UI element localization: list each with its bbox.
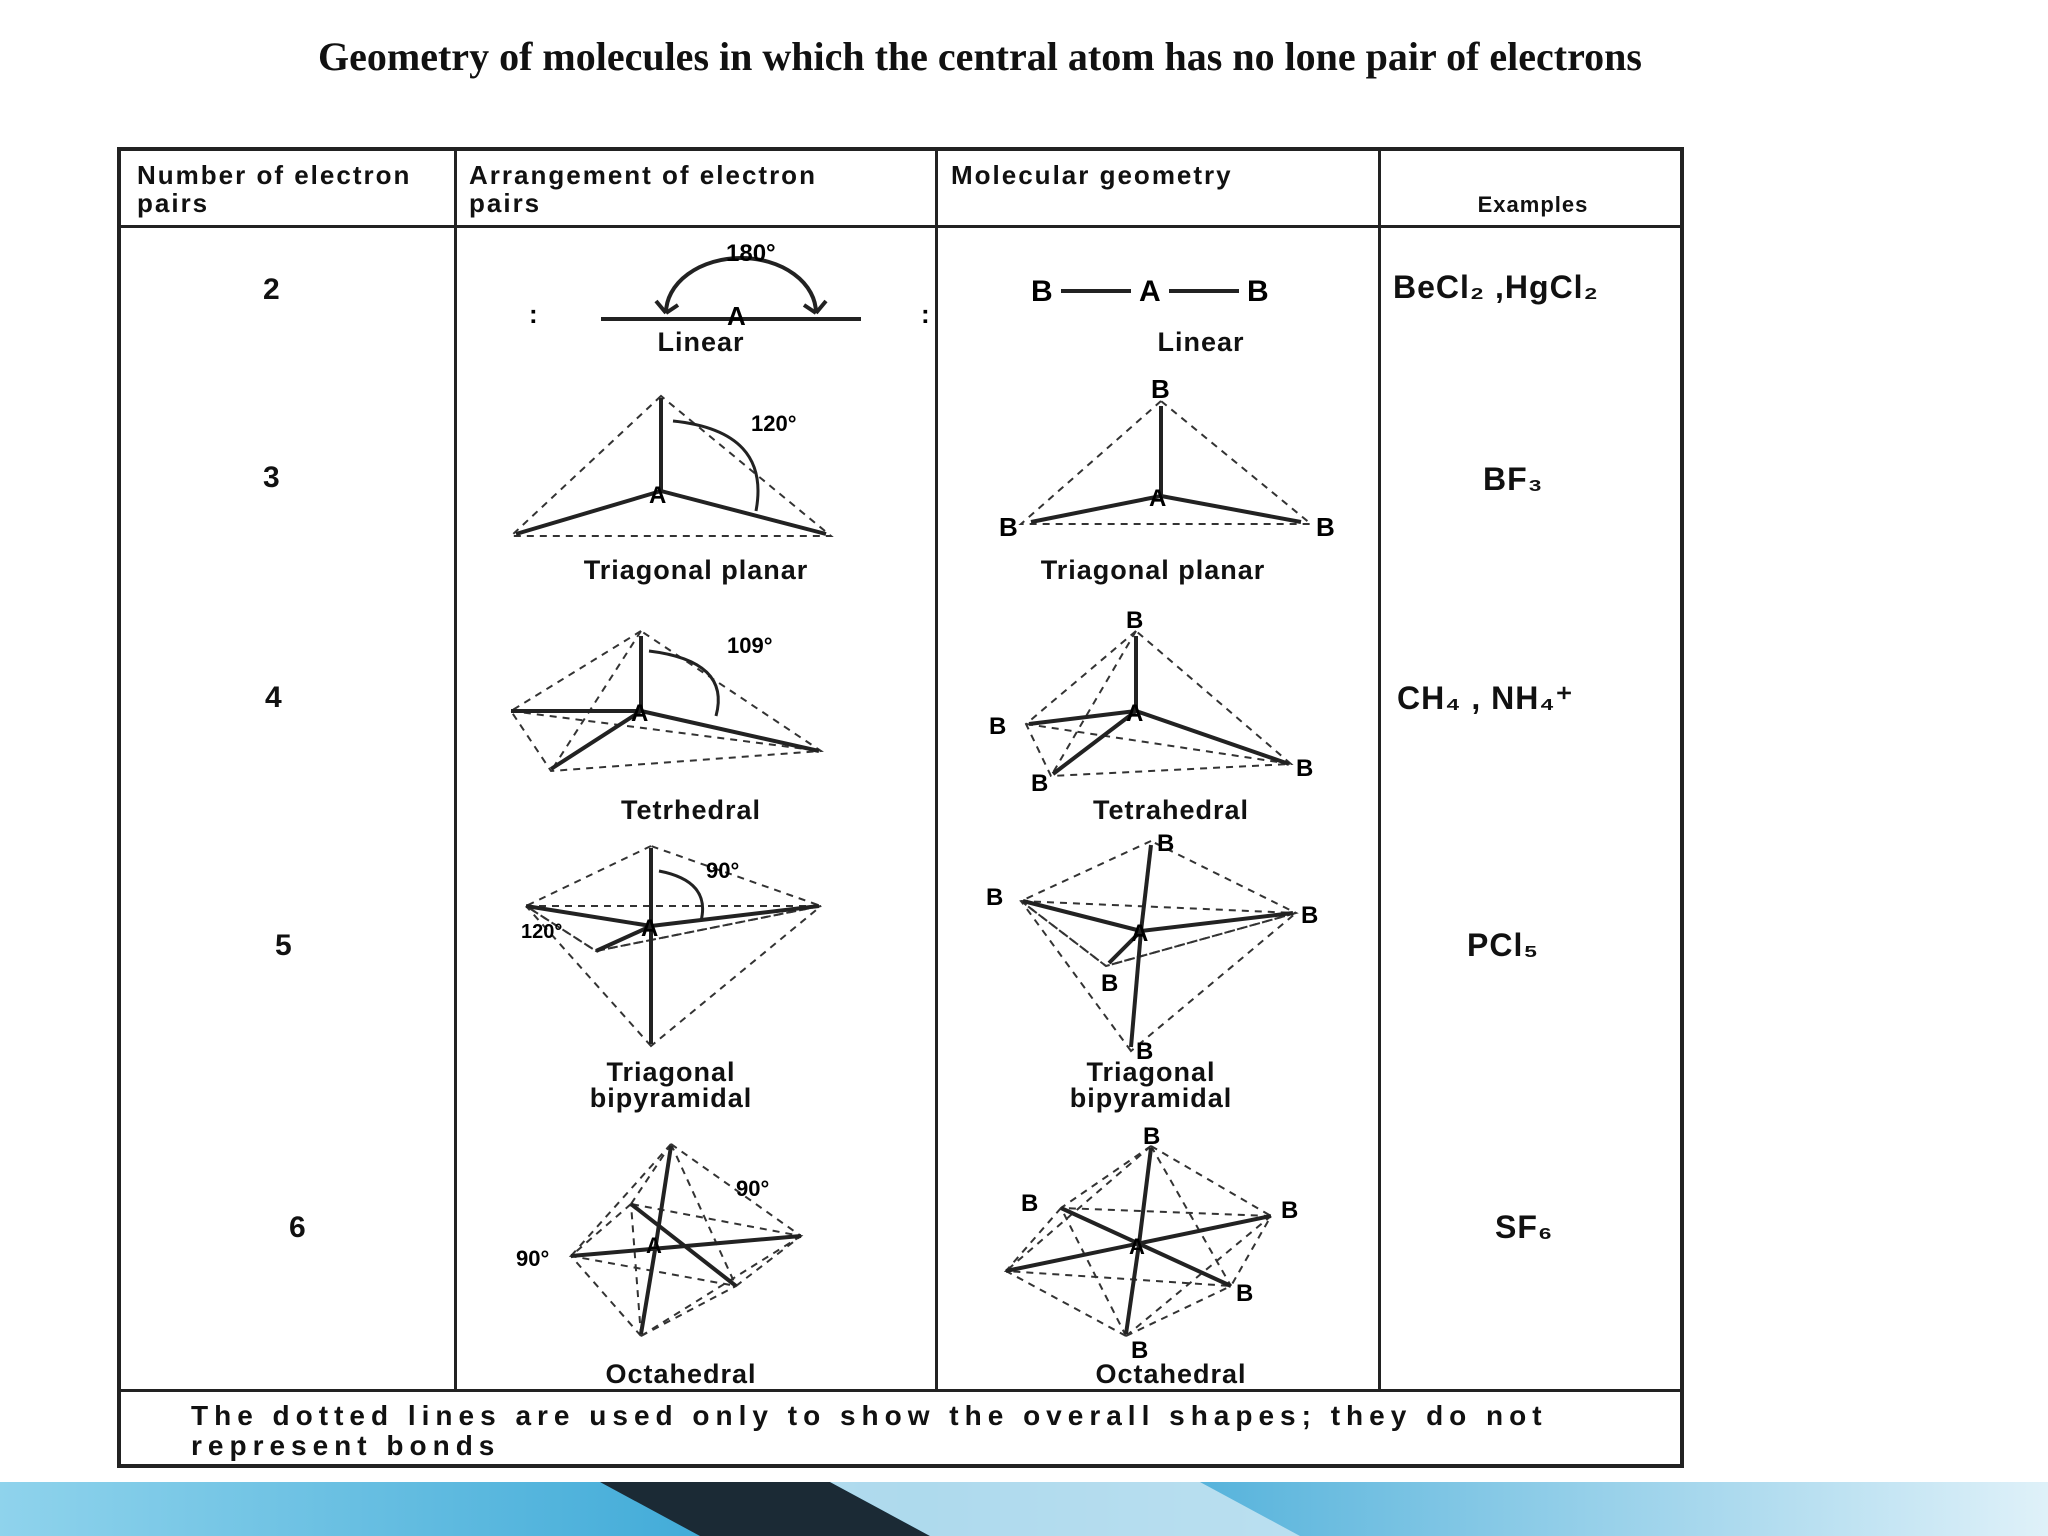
arrangement-caption: Octahedral [605, 1359, 757, 1389]
outer-atom-label: B [1301, 902, 1319, 929]
geometry-caption: Tetrahedral [1092, 795, 1250, 825]
central-atom-label: A [641, 915, 659, 942]
outer-atom-label: B [1247, 275, 1269, 308]
linear-arrangement-diagram [521, 233, 941, 333]
octahedral-molecule-diagram [991, 1123, 1381, 1364]
central-atom-label: A [1126, 700, 1144, 727]
octahedral-arrangement-diagram [511, 1136, 931, 1346]
example-formula: BF₃ [1483, 461, 1544, 497]
pair-count: 3 [263, 461, 280, 494]
outer-atom-label: B [1136, 1038, 1154, 1065]
pair-count: 4 [265, 681, 282, 714]
outer-atom-label: B [989, 713, 1007, 740]
trigonal-bipyramidal-molecule-diagram [971, 830, 1391, 1065]
central-atom-label: A [631, 700, 649, 727]
pair-count: 6 [289, 1211, 306, 1244]
pair-count: 5 [275, 929, 292, 962]
central-atom-label: A [649, 482, 667, 509]
header-electron-pairs: Number of electron pairs [137, 160, 412, 218]
outer-atom-label: B [1031, 770, 1049, 797]
outer-atom-label: B [1281, 1197, 1299, 1224]
geometry-table [117, 147, 1684, 1468]
central-atom-label: A [1149, 485, 1167, 512]
bond-angle-label: 180° [726, 240, 776, 267]
table-footnote: The dotted lines are used only to show the overall shapes; they do not represent bonds [191, 1400, 1548, 1461]
central-atom-label: A [646, 1233, 662, 1258]
bond-angle-label: 90° [736, 1176, 770, 1201]
central-atom-label: A [1139, 275, 1161, 308]
trigonal-bipyramidal-arrangement-diagram [501, 836, 941, 1056]
outer-atom-label: B [1101, 970, 1119, 997]
header-examples: Examples [1477, 192, 1589, 217]
bond-angle-label: 120° [751, 411, 797, 436]
outer-atom-label: B [1236, 1280, 1254, 1307]
central-atom-label: A [1129, 1234, 1145, 1259]
arrangement-caption: Linear [657, 327, 745, 357]
geometry-caption: Triagonal bipyramidal [1069, 1057, 1233, 1113]
arrangement-caption: Triagonal planar [583, 555, 809, 585]
outer-atom-label: B [1131, 1337, 1149, 1364]
geometry-caption: Octahedral [1095, 1359, 1247, 1389]
column-divider [454, 151, 457, 1392]
outer-atom-label: B [1157, 830, 1175, 857]
outer-atom-label: B [1126, 607, 1144, 634]
tetrahedral-arrangement-diagram [491, 611, 931, 791]
outer-atom-label: B [1151, 374, 1170, 404]
outer-atom-label: B [986, 884, 1004, 911]
example-formula: CH₄ , NH₄⁺ [1397, 680, 1574, 716]
outer-atom-label: B [1143, 1123, 1161, 1150]
bond-angle-label: 109° [727, 633, 773, 658]
outer-atom-label: B [999, 512, 1018, 542]
page-title: Geometry of molecules in which the central atom has no lone pair of electrons [318, 34, 1642, 79]
svg-text::: : [921, 299, 930, 329]
bond-angle-label: 90° [706, 858, 740, 883]
footer-divider [121, 1389, 1680, 1392]
outer-atom-label: B [1316, 512, 1335, 542]
arrangement-caption: Tetrhedral [620, 795, 762, 825]
geometry-caption: Triagonal planar [1040, 555, 1266, 585]
column-divider [935, 151, 938, 1392]
outer-atom-label: B [1296, 755, 1314, 782]
arrangement-caption: Triagonal bipyramidal [589, 1057, 753, 1113]
bond-angle-label: 90° [516, 1246, 550, 1271]
linear-molecule-diagram [1021, 261, 1301, 321]
pair-count: 2 [263, 273, 280, 306]
header-molecular-geometry: Molecular geometry [951, 160, 1233, 190]
svg-text::: : [529, 299, 538, 329]
outer-atom-label: B [1021, 1190, 1039, 1217]
trigonal-planar-arrangement-diagram [481, 376, 921, 556]
header-divider [121, 225, 1680, 228]
tetrahedral-molecule-diagram [971, 606, 1371, 796]
example-formula: SF₆ [1495, 1209, 1554, 1245]
bond-angle-label: 120° [521, 921, 563, 943]
header-arrangement: Arrangement of electron pairs [469, 160, 817, 218]
example-formula: PCl₅ [1467, 927, 1540, 963]
trigonal-planar-molecule-diagram [981, 366, 1361, 556]
geometry-caption: Linear [1157, 327, 1245, 357]
example-formula: BeCl₂ ,HgCl₂ [1393, 269, 1599, 305]
outer-atom-label: B [1031, 275, 1053, 308]
central-atom-label: A [727, 301, 746, 331]
central-atom-label: A [1131, 920, 1149, 947]
decorative-bottom-band [0, 1482, 2048, 1536]
